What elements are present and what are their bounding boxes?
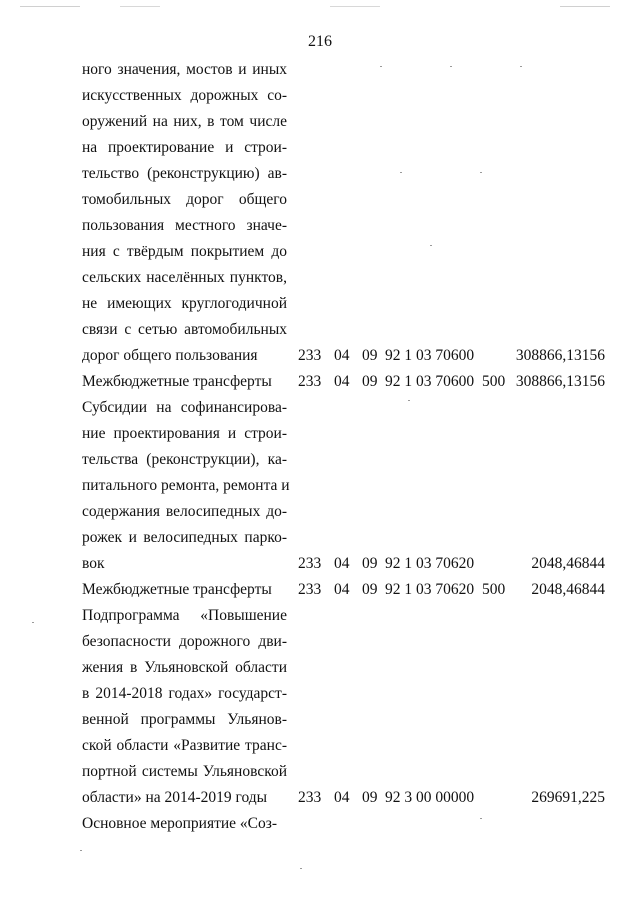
cell-rz: 04 [334,581,350,598]
cell-ved: 233 [298,555,322,572]
cell-sum: 269691,225 [531,789,605,806]
table-row [0,577,640,603]
description-line: Подпрограмма «Повышение [82,607,287,624]
cell-ved: 233 [298,789,322,806]
description-line: Субсидии на софинансирова- [82,399,287,416]
description-line: тельства (реконструкции), ка- [82,451,287,468]
cell-ved: 233 [298,581,322,598]
cell-pr: 09 [362,555,378,572]
description-line: дорог общего пользования [82,347,258,364]
row-description [82,57,287,369]
cell-vr: 500 [482,581,506,598]
table-row [0,603,640,811]
cell-csr: 92 1 03 70600 [385,347,475,364]
cell-rz: 04 [334,555,350,572]
description-line: ния с твёрдым покрытием до [82,243,287,260]
description-line: не имеющих круглогодичной [82,295,287,312]
row-description [82,395,290,577]
description-line: связи с сетью автомобильных [82,321,287,338]
description-line: содержания велосипедных до- [82,503,287,520]
description-line: безопасности дорожного дви- [82,633,287,650]
description-line: рожек и велосипедных парко- [82,529,287,546]
description-line: ской области «Развитие транс- [82,737,287,754]
cell-csr: 92 1 03 70620 [385,581,475,598]
table-row [0,395,640,577]
row-description [82,811,287,837]
cell-rz: 04 [334,789,350,806]
cell-pr: 09 [362,581,378,598]
cell-sum: 308866,13156 [515,373,605,390]
description-line: оружений на них, в том числе [82,113,287,130]
cell-sum: 2048,46844 [531,555,605,572]
cell-csr: 92 1 03 70620 [385,555,475,572]
description-line: Межбюджетные трансферты [82,581,272,598]
cell-ved: 233 [298,373,322,390]
cell-csr: 92 1 03 70600 [385,373,475,390]
table-row [0,369,640,395]
cell-sum: 2048,46844 [531,581,605,598]
description-line: портной системы Ульяновской [82,763,287,780]
description-line: Межбюджетные трансферты [82,373,272,390]
cell-vr: 500 [482,373,506,390]
description-line: питального ремонта, ремонта и [82,477,290,494]
cell-rz: 04 [334,373,350,390]
page-number: 216 [308,33,332,50]
description-line: жения в Ульяновской области [82,659,287,676]
description-line: на проектирование и строи- [82,139,287,156]
description-line: сельских населённых пунктов, [82,269,287,286]
description-line: искусственных дорожных со- [82,87,287,104]
table-row [0,57,640,369]
description-line: ного значения, мостов и иных [82,61,287,78]
cell-pr: 09 [362,373,378,390]
description-line: Основное мероприятие «Соз- [82,815,278,832]
description-line: ние проектирования и строи- [82,425,287,442]
description-line: венной программы Ульянов- [82,711,287,728]
description-line: тельство (реконструкцию) ав- [82,165,287,182]
description-line: в 2014-2018 годах» государст- [82,685,287,702]
description-line: области» на 2014-2019 годы [82,789,268,806]
row-description [82,369,287,395]
description-line: вок [82,555,105,572]
cell-pr: 09 [362,347,378,364]
cell-csr: 92 3 00 00000 [385,789,475,806]
cell-pr: 09 [362,789,378,806]
row-description [82,603,287,811]
table-row [0,811,640,837]
cell-ved: 233 [298,347,322,364]
cell-sum: 308866,13156 [515,347,605,364]
row-description [82,577,287,603]
description-line: пользования местного значе- [82,217,287,234]
description-line: томобильных дорог общего [82,191,287,208]
cell-rz: 04 [334,347,350,364]
